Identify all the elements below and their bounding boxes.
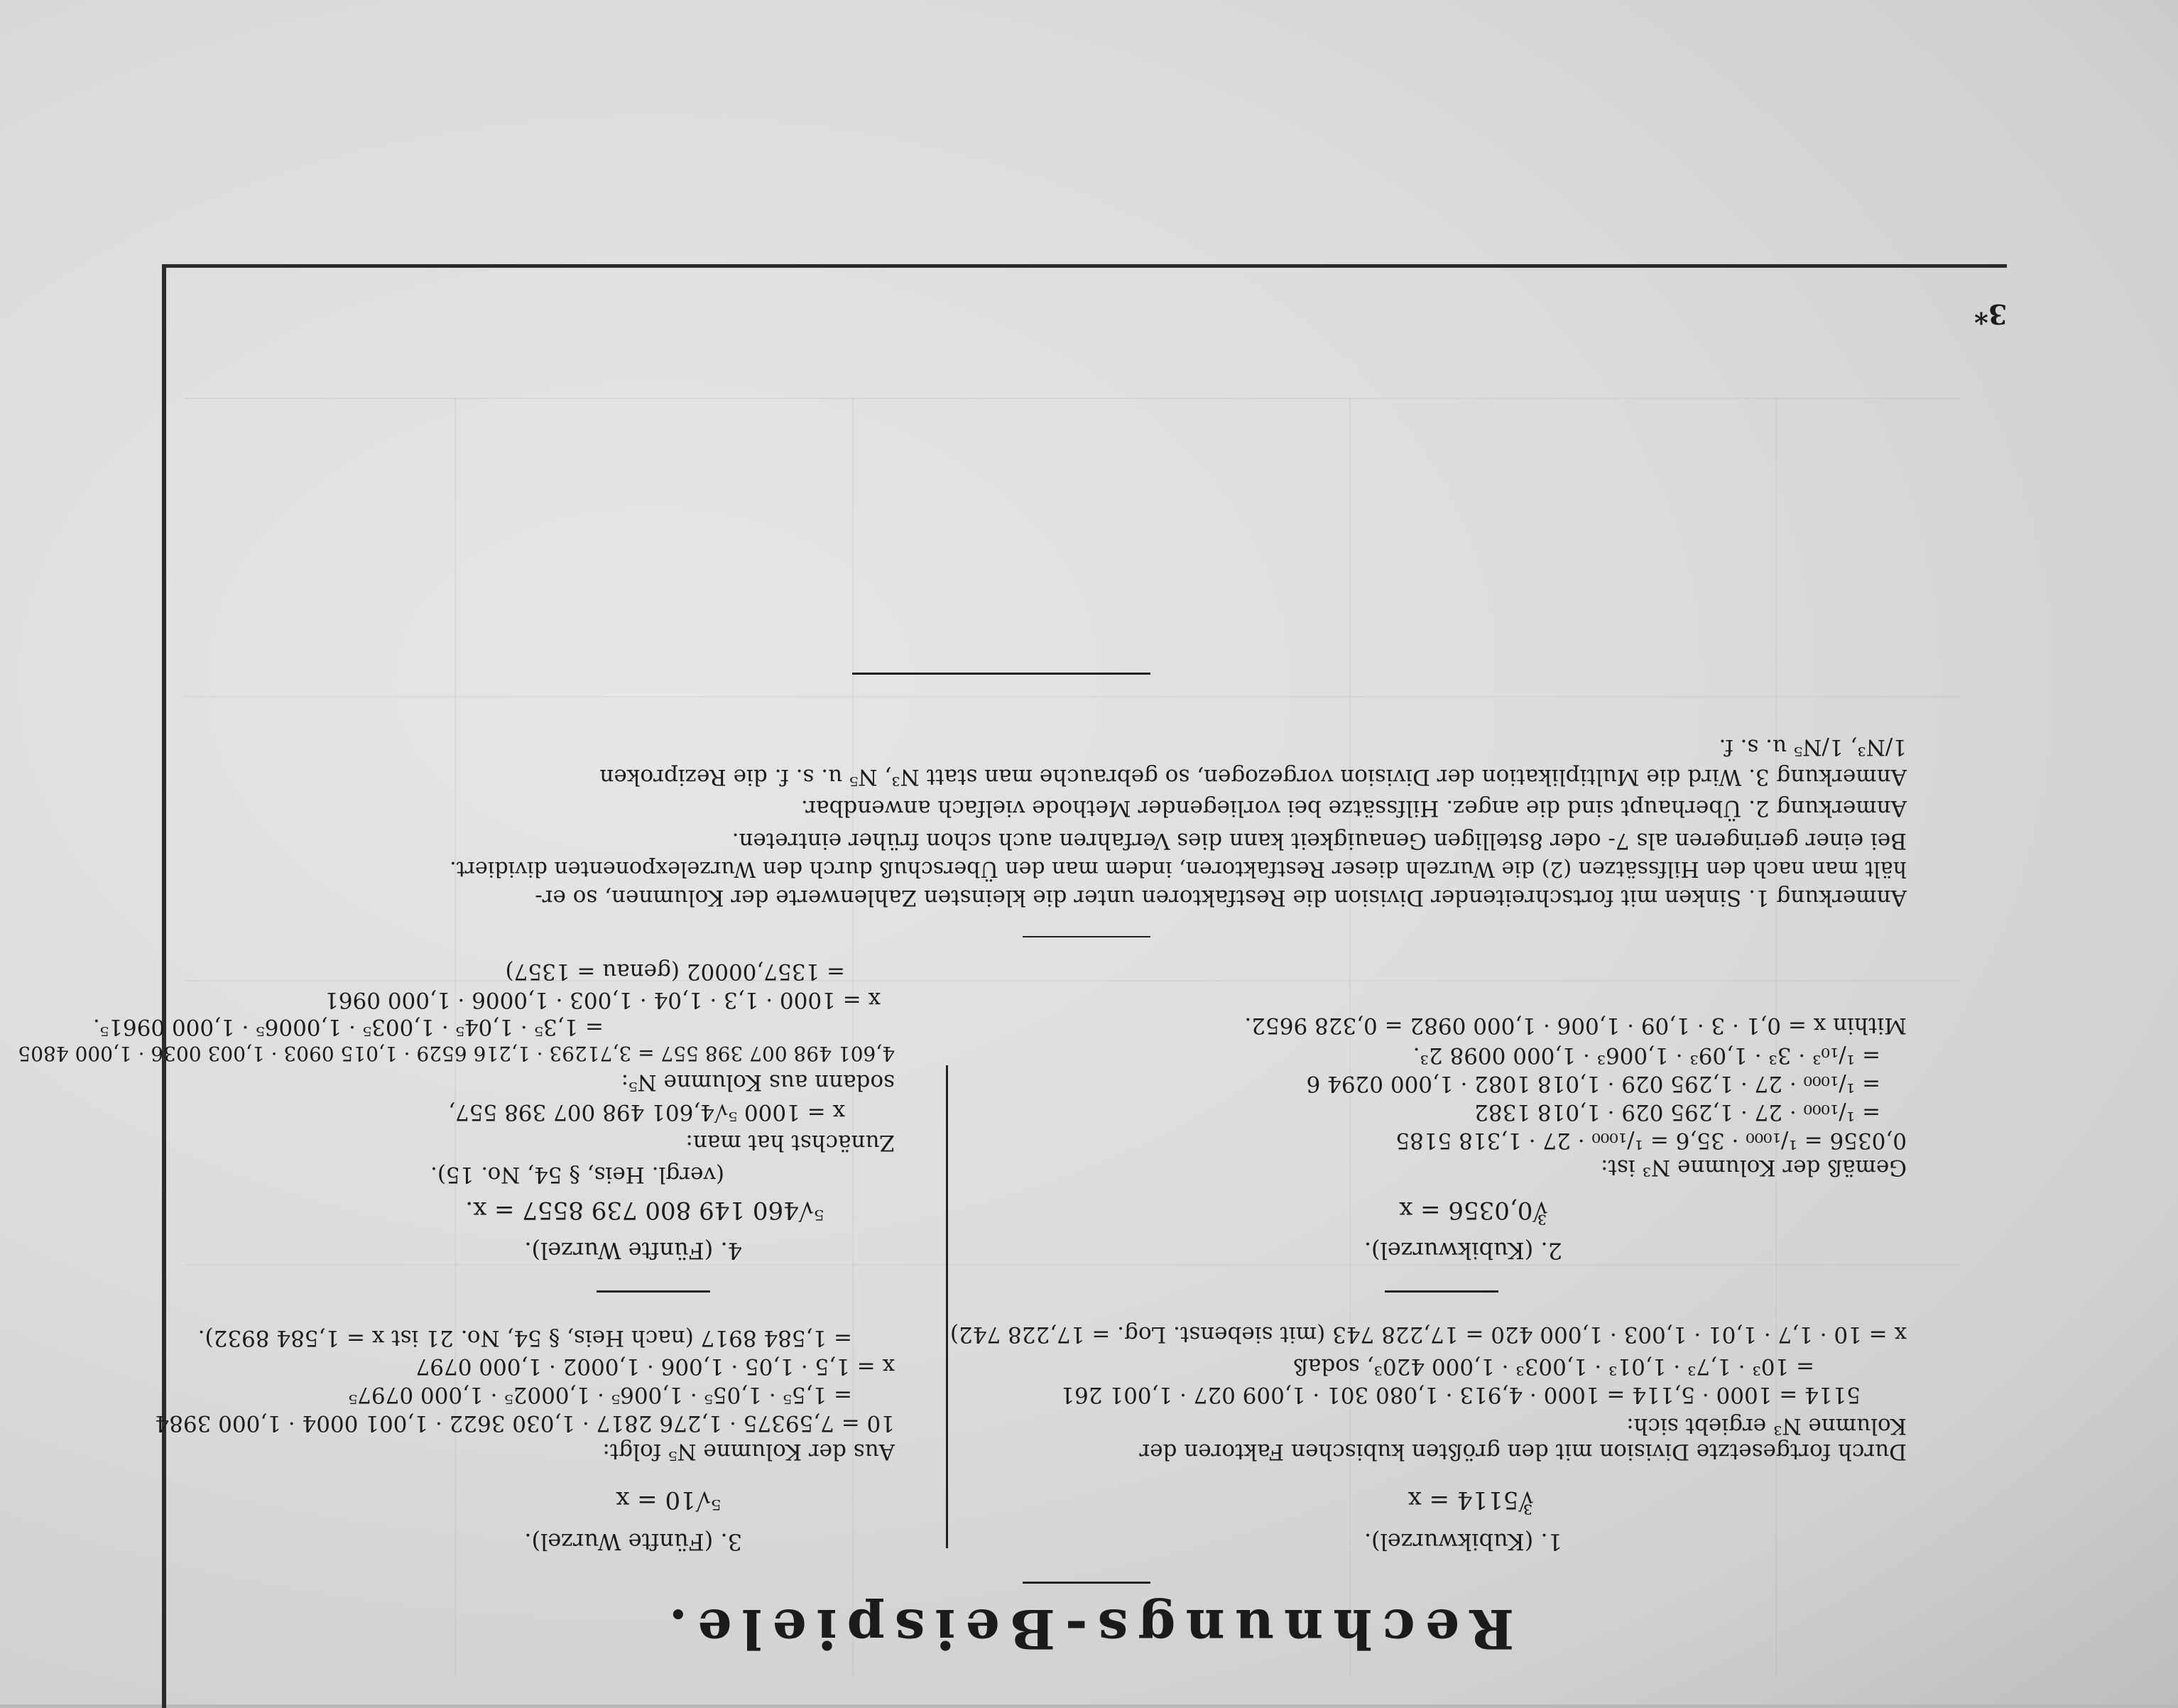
example-separator: [1385, 1290, 1498, 1293]
remark-line-6: 1/N³, 1/N⁵ u. s. f.: [1719, 734, 1907, 760]
bottom-rule: [852, 673, 1150, 675]
column-divider: [946, 1065, 948, 1548]
remark-line-3: Bei einer geringeren als 7- oder 8stelligen Genauigkeit kann dies Verfahren auch schon früher eintreten.: [731, 828, 1907, 854]
example4-line-2: Zunächst hat man:: [685, 1130, 895, 1155]
remark-line-2: hält man nach den Hilfssätzen (2) die Wurzeln dieser Restfaktoren, indem man den Überschuß durch den Wurzelexponenten dividiert.: [450, 856, 1907, 881]
example4-heading: 4. (Fünfte Wurzel).: [524, 1237, 742, 1264]
example3-line-2: 10 = 7,59375 · 1,276 2817 · 1,030 3622 · 1,001 0004 · 1,000 3984: [155, 1410, 895, 1436]
example2-line-5: = ¹/₁₀³ · 3³ · 1,09³ · 1,006³ · 1,000 0098 2³.: [1412, 1043, 1880, 1068]
example3-formula: ⁵√10 = x: [616, 1486, 721, 1514]
example-separator-right: [597, 1290, 710, 1293]
example3-heading: 3. (Fünfte Wurzel).: [524, 1528, 742, 1555]
example3-line-3: = 1,5⁵ · 1,05⁵ · 1,006⁵ · 1,0002⁵ · 1,000 0797⁵: [348, 1382, 852, 1408]
example4-line-8: = 1357,00002 (genau = 1357): [505, 959, 845, 984]
example3-line-4: x = 1,5 · 1,05 · 1,006 · 1,0002 · 1,000 0797: [415, 1354, 895, 1379]
example3-line-1: Aus der Kolumne N⁵ folgt:: [602, 1439, 895, 1464]
example1-formula: ∛5114 = x: [1407, 1486, 1534, 1514]
title-underline: [1023, 1582, 1150, 1584]
example2-heading: 2. (Kubikwurzel).: [1363, 1237, 1562, 1264]
example1-line-3: 5114 = 1000 · 5,114 = 1000 · 4,913 · 1,080 301 · 1,009 027 · 1,001 261: [1060, 1382, 1861, 1408]
remark-line-5: Anmerkung 3. Wird die Multiplikation der Division vorgezogen, so gebrauche man statt N³, N⁵ u. s. f. die Reziproken: [599, 764, 1907, 790]
example3-line-5: = 1,584 8917 (nach Heis, § 54, No. 21 ist x = 1,584 8932).: [197, 1325, 852, 1351]
example1-line-5: x = 10 · 1,7 · 1,01 · 1,003 · 1,000 420 = 17,228 743 (mit siebenst. Log. = 17,228 742): [949, 1322, 1907, 1347]
page-content: [18, 298, 1974, 1676]
example4-line-3: x = 1000 ⁵√4,601 498 007 398 557,: [448, 1099, 845, 1125]
example2-formula: ∛0,0356 = x: [1399, 1196, 1548, 1224]
example1-line-2: Kolumne N³ ergiebt sich:: [1626, 1413, 1907, 1439]
example4-line-4: sodann aus Kolumne N⁵:: [621, 1070, 895, 1095]
example2-line-4: = ¹/₁₀₀₀ · 27 · 1,295 029 · 1,018 1082 · 1,000 0294 6: [1306, 1071, 1880, 1097]
example2-line-2: 0,0356 = ¹/₁₀₀₀ · 35,6 = ¹/₁₀₀₀ · 27 · 1,318 5185: [1395, 1128, 1907, 1153]
remark-line-4: Anmerkung 2. Überhaupt sind die angez. Hilfssätze bei vorliegender Methode vielfach anwendbar.: [800, 795, 1907, 821]
example4-line-1: (vergl. Heis, § 54, No. 15).: [430, 1162, 724, 1187]
example4-line-6: = 1,3⁵ · 1,04⁵ · 1,003⁵ · 1,0006⁵ · 1,000 0961⁵.: [92, 1014, 604, 1040]
page-number: 3*: [1974, 298, 2008, 330]
remarks-separator: [1023, 936, 1150, 937]
example1-heading: 1. (Kubikwurzel).: [1363, 1528, 1562, 1555]
remark-line-1: Anmerkung 1. Sinken mit fortschreitender Division die Restfaktoren unter die kleinsten Zahlenwerte der Kolumnen, so er-: [535, 885, 1907, 910]
example2-line-3: = ¹/₁₀₀₀ · 27 · 1,295 029 · 1,018 1382: [1474, 1099, 1880, 1125]
example4-line-5: 4,601 498 007 398 557 = 3,71293 · 1,216 6529 · 1,015 0903 · 1,003 0036 · 1,000 4805: [18, 1042, 895, 1065]
example4-formula: ⁵√460 149 800 739 8557 = x.: [465, 1196, 824, 1224]
example1-line-1: Durch fortgesetzte Division mit den größten kubischen Faktoren der: [1139, 1439, 1907, 1464]
example1-line-4: = 10³ · 1,7³ · 1,01³ · 1,003³ · 1,000 420³, sodaß: [1293, 1354, 1814, 1379]
example2-line-1: Gemäß der Kolumne N³ ist:: [1601, 1155, 1907, 1180]
page-title: Rechnungs-Beispiele.: [658, 1597, 1515, 1660]
example4-line-7: x = 1000 · 1,3 · 1,04 · 1,003 · 1,0006 · 1,000 0961: [325, 987, 881, 1013]
example2-line-6: Mithin x = 0,1 · 3 · 1,09 · 1,006 · 1,000 0982 = 0,328 9652.: [1244, 1013, 1907, 1038]
